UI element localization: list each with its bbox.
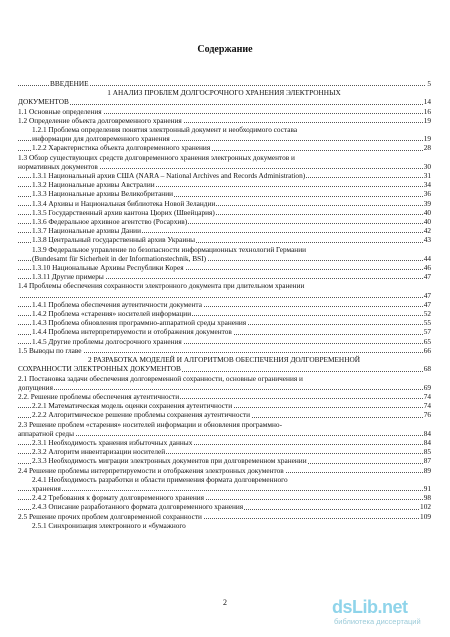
toc-entry-title: 2.3.3 Необходимость миграции электронных документов при долговременном хранении — [32, 456, 307, 466]
toc-leader — [18, 435, 431, 436]
page-number: 2 — [223, 598, 227, 607]
toc-entry — [18, 254, 431, 263]
toc-entry — [18, 125, 431, 134]
toc-entry-page: 43 — [423, 235, 431, 245]
toc-entry-title: 1.4.1 Проблема обеспечения аутентичности документа — [32, 299, 202, 309]
toc-entry — [18, 374, 431, 383]
toc-entry-title: (Bundesamt für Sicherheit in der Informationstechnik, BSI) — [32, 253, 207, 263]
toc-entry — [18, 116, 431, 125]
toc-entry-page: 89 — [423, 465, 431, 475]
toc-entry-page: 31 — [423, 171, 431, 181]
toc-entry-title: 2 РАЗРАБОТКА МОДЕЛЕЙ И АЛГОРИТМОВ ОБЕСПЕЧЕНИЯ ДОЛГОВРЕМЕННОЙ — [87, 355, 361, 365]
toc-entry-page: 74 — [423, 401, 431, 411]
toc-entry-title: 1.1 Основные определения — [18, 106, 102, 116]
toc-entry — [18, 272, 431, 281]
toc-entry-page: 68 — [423, 364, 431, 374]
toc-entry-title: 1.2.1 Проблема определения понятия электронный документ и необходимого состава — [32, 125, 298, 135]
toc-entry-page: 44 — [423, 253, 431, 263]
toc-entry — [18, 143, 431, 152]
toc-entry — [18, 438, 431, 447]
watermark-logo — [332, 597, 442, 629]
toc-entry-title: 1.3.2 Национальные архивы Австралии — [32, 180, 155, 190]
toc-entry — [18, 337, 431, 346]
toc-entry-page: 30 — [423, 161, 431, 171]
toc-leader — [18, 104, 431, 105]
toc-entry-page: 40 — [423, 207, 431, 217]
toc-entry-page: 19 — [423, 115, 431, 125]
toc-entry-page: 46 — [423, 263, 431, 273]
toc-entry-page: 19 — [423, 134, 431, 144]
toc-entry-title: 1.4.4 Проблема интерпретируемости и отображения документов — [32, 327, 232, 337]
toc-entry-title: ВВЕДЕНИЕ — [50, 79, 89, 88]
toc-entry-page: 36 — [423, 189, 431, 199]
toc-entry-page: 55 — [423, 318, 431, 328]
toc-entry-page: 47 — [423, 272, 431, 282]
toc-entry-page: 66 — [423, 345, 431, 355]
toc-entry-title — [18, 291, 19, 300]
toc-entry-title: 2.2. Решение проблемы обеспечения аутентичности — [18, 391, 180, 401]
toc-entry-title: 1.2.2 Характеристика объекта долговременного хранения — [32, 143, 211, 153]
toc-entry — [18, 475, 431, 484]
toc-entry-title: 1.4.5 Другие проблемы долгосрочного хранения — [32, 336, 182, 346]
toc-entry-page: 40 — [423, 217, 431, 227]
toc-entry-page: 39 — [423, 198, 431, 208]
toc-entry-page: 69 — [423, 382, 431, 392]
toc-entry-title: 1.3.9 Федеральное управление по безопасности информационных технологий Германии — [32, 244, 307, 254]
toc-entry-title: ДОКУМЕНТОВ — [18, 97, 69, 107]
toc-entry-page: 91 — [423, 483, 431, 493]
toc-entry-title: 2.2.2 Алгоритмическое решение проблемы сохранения аутентичности — [32, 410, 250, 420]
toc-entry — [18, 107, 431, 116]
toc-entry-page: 98 — [423, 493, 431, 503]
toc-entry — [18, 392, 431, 401]
toc-entry — [18, 171, 431, 180]
toc-entry-title: 1.2 Определение объекта долговременного хранения — [18, 115, 182, 125]
toc-entry-title: 2.2.1 Математическая модель оценки сохранения аутентичности — [32, 401, 233, 411]
toc-entry — [18, 364, 431, 373]
toc-entry-page: 74 — [423, 391, 431, 401]
toc-entry — [18, 189, 431, 198]
toc-entry — [18, 383, 431, 392]
toc-entry — [18, 346, 431, 355]
toc-entry-title: 1.3.7 Национальные архивы Дании — [32, 226, 141, 236]
toc-entry-title: 1.3.1 Национальный архив США (NARA – National Archives and Records Administration) — [32, 171, 306, 181]
toc-entry-title: хранения — [32, 483, 61, 493]
toc-entry-title: аппаратной среды — [18, 428, 75, 438]
toc-entry — [18, 88, 431, 97]
toc-entry-title: 1.3.3 Национальные архивы Великобритании — [32, 189, 174, 199]
toc-entry-page: 85 — [423, 447, 431, 457]
toc-entry — [18, 180, 431, 189]
toc-entry — [18, 153, 431, 162]
toc-entry — [18, 291, 431, 300]
toc-entry-page: 5 — [427, 79, 431, 88]
toc-entry-title: нормативных документов — [18, 161, 98, 171]
toc-entry-title: 1.3.8 Центральный государственный архив Украины — [32, 235, 196, 245]
toc-entry — [18, 447, 431, 456]
toc-entry-title: 2.3.2 Алгоритм инвентаризации носителей — [32, 447, 166, 457]
toc-entry-page: 47 — [423, 290, 431, 300]
toc-entry-title: 1.4.2 Проблема «старения» носителей информации — [32, 309, 192, 319]
toc-entry — [18, 429, 431, 438]
toc-entry-title: 2.5 Решение прочих проблем долговременной сохранности — [18, 511, 202, 521]
toc-entry — [18, 456, 431, 465]
toc-entry-title: СОХРАННОСТИ ЭЛЕКТРОННЫХ ДОКУМЕНТОВ — [18, 364, 181, 374]
toc-entry — [18, 327, 431, 336]
toc-entry-title: 2.4.1 Необходимость разработки и области применения формата долговременного — [32, 474, 288, 484]
toc-entry-title: 1 АНАЛИЗ ПРОБЛЕМ ДОЛГОСРОЧНОГО ХРАНЕНИЯ ЭЛЕКТРОННЫХ — [107, 88, 341, 98]
toc-entry — [18, 263, 431, 272]
toc-entry — [18, 309, 431, 318]
toc-leader — [18, 297, 431, 298]
toc-leader — [18, 389, 431, 390]
toc-entry-page: 34 — [423, 180, 431, 190]
toc-entry — [18, 79, 431, 88]
toc-entry-title: 1.4 Проблемы обеспечения сохранности электронного документа при длительном хранении — [18, 281, 305, 291]
toc-entry — [18, 484, 431, 493]
toc-entry — [18, 281, 431, 290]
toc-entry — [18, 401, 431, 410]
toc-entry-title: 2.3.1 Необходимость хранения избыточных данных — [32, 437, 193, 447]
toc-entry-title: 2.4.3 Описание разработанного формата долговременного хранения — [32, 502, 244, 512]
toc-entry — [18, 208, 431, 217]
table-of-contents — [18, 79, 431, 530]
watermark-subtitle: библиотека диссертаций — [334, 617, 421, 626]
toc-entry-page: 42 — [423, 226, 431, 236]
toc-entry-title: 2.4.2 Требования к формату долговременного хранения — [32, 493, 205, 503]
toc-entry — [18, 355, 431, 364]
toc-entry — [18, 217, 431, 226]
toc-entry-title: 2.4 Решение проблемы интерпретируемости и отображения электронных документов — [18, 465, 284, 475]
toc-entry — [18, 512, 431, 521]
toc-entry-title: 2.1 Постановка задачи обеспечения долговременной сохранности, основные ограничения и — [18, 373, 303, 383]
toc-entry-title: 2.3 Решение проблем «старения» носителей информации и обновления программно- — [18, 419, 283, 429]
toc-entry — [18, 134, 431, 143]
toc-entry — [18, 162, 431, 171]
toc-entry-title: информации для долговременного хранения — [32, 134, 170, 144]
toc-entry — [18, 97, 431, 106]
toc-entry-page: 16 — [423, 106, 431, 116]
toc-entry — [18, 318, 431, 327]
toc-entry — [18, 226, 431, 235]
toc-leader — [18, 490, 431, 491]
toc-entry-title: 1.5 Выводы по главе — [18, 345, 82, 355]
toc-entry-title: 1.4.3 Проблема обновления программно-аппаратной среды хранения — [32, 318, 247, 328]
toc-entry-title: допущения — [18, 382, 53, 392]
toc-entry-title: 1.3 Обзор существующих средств долговременного хранения электронных документов и — [18, 152, 295, 162]
toc-entry-page: 47 — [423, 299, 431, 309]
toc-entry — [18, 466, 431, 475]
toc-entry-title: 1.3.11 Другие примеры — [32, 272, 104, 282]
toc-entry-page: 57 — [423, 327, 431, 337]
toc-entry — [18, 420, 431, 429]
toc-entry-page: 65 — [423, 336, 431, 346]
toc-entry-title: 1.3.10 Национальные Архивы Республики Корея — [32, 263, 184, 273]
toc-entry — [18, 300, 431, 309]
toc-entry — [18, 235, 431, 244]
toc-entry-page: 84 — [423, 437, 431, 447]
page-title: Содержание — [197, 44, 253, 55]
toc-entry-page: 14 — [423, 97, 431, 107]
toc-entry-page: 52 — [423, 309, 431, 319]
toc-entry — [18, 410, 431, 419]
watermark-logo-text: dsLib.net — [332, 597, 408, 617]
toc-entry-page: 102 — [420, 502, 431, 512]
toc-entry-page: 76 — [423, 410, 431, 420]
toc-entry-title: 1.3.5 Государственный архив кантона Цюрих (Швейцария) — [32, 207, 215, 217]
toc-entry — [18, 199, 431, 208]
toc-entry-page: 28 — [423, 143, 431, 153]
toc-entry — [18, 521, 431, 530]
toc-entry-title: 2.5.1 Синхронизация электронного и «бумажного — [32, 520, 186, 530]
toc-entry — [18, 245, 431, 254]
toc-entry-page: 84 — [423, 428, 431, 438]
toc-entry — [18, 502, 431, 511]
toc-entry-title: 1.3.6 Федеральное архивное агентство (Росархив) — [32, 217, 188, 227]
toc-entry-title: 1.3.4 Архивы и Национальная библиотека Новой Зеландии — [32, 198, 216, 208]
toc-entry-page: 87 — [423, 456, 431, 466]
toc-entry — [18, 493, 431, 502]
toc-entry-page: 109 — [420, 511, 431, 521]
